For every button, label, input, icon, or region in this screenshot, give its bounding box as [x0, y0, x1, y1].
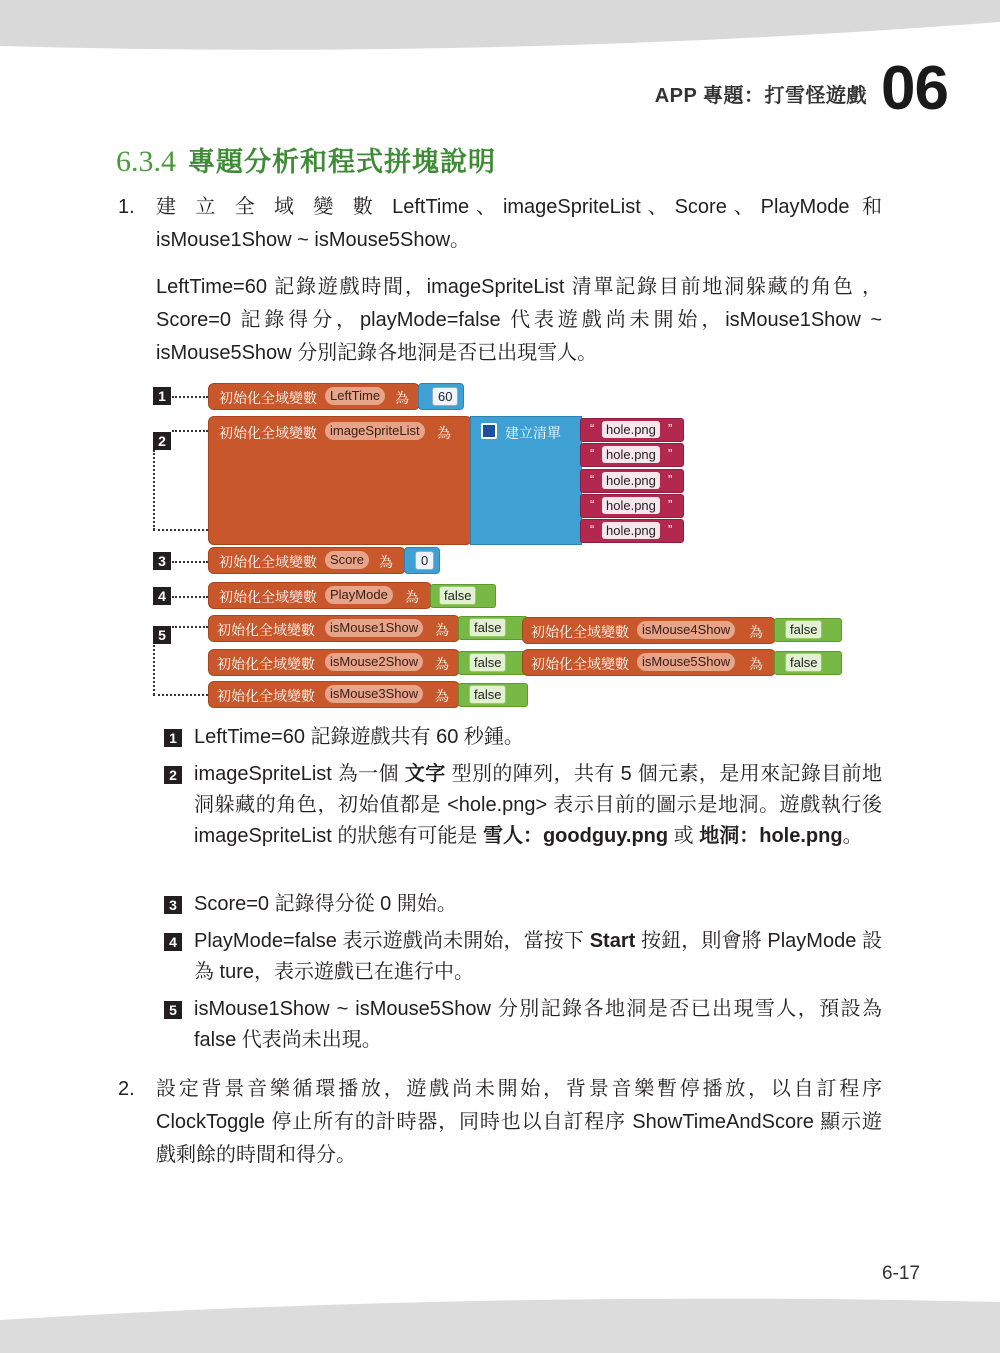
- value-ismouse1show[interactable]: false: [469, 618, 506, 637]
- string-value-2[interactable]: hole.png: [602, 446, 660, 463]
- note-number-2: 2: [164, 766, 182, 784]
- note-text-run: Score=0 記錄得分從 0 開始。: [194, 893, 457, 915]
- note-text-1: [194, 722, 882, 753]
- leader-line-5a: [172, 626, 208, 628]
- diagram-label-1: 1: [153, 387, 171, 405]
- header-title: APP 專題：打雪怪遊戲: [654, 85, 868, 107]
- init-label: 初始化全域變數: [219, 589, 317, 605]
- var-name-lefttime[interactable]: LeftTime: [325, 387, 385, 405]
- bottom-decorative-band: [0, 1290, 1000, 1353]
- quote-close: ”: [668, 472, 673, 487]
- as-label: 為: [435, 622, 449, 638]
- note-text-run: imageSpriteList 為一個: [194, 763, 405, 785]
- note-text-run: 或: [668, 825, 700, 847]
- note-number-4: 4: [164, 933, 182, 951]
- value-ismouse2show[interactable]: false: [469, 653, 506, 672]
- init-label: 初始化全域變數: [219, 390, 317, 406]
- boolean-block-ismouse3show[interactable]: [458, 683, 528, 707]
- leader-line-2c: [153, 529, 208, 531]
- boolean-block-playmode[interactable]: [430, 584, 496, 608]
- init-label: 初始化全域變數: [219, 554, 317, 570]
- var-name-score[interactable]: Score: [325, 551, 369, 569]
- note-text-5: [194, 994, 882, 1056]
- init-block-lefttime[interactable]: [208, 383, 420, 410]
- leader-line-5b: [153, 645, 155, 695]
- as-label: 為: [435, 656, 449, 672]
- var-name-ismouse1show[interactable]: isMouse1Show: [325, 619, 423, 637]
- diagram-label-5: 5: [153, 626, 171, 644]
- quote-open: “: [590, 497, 595, 512]
- number-block-score[interactable]: [404, 547, 440, 574]
- string-value-1[interactable]: hole.png: [602, 421, 660, 438]
- quote-open: “: [590, 421, 595, 436]
- note-bold-text: 雪人：goodguy.png: [482, 825, 669, 847]
- init-block-ismouse5show[interactable]: [522, 649, 776, 676]
- leader-line-3: [172, 561, 208, 563]
- init-label: 初始化全域變數: [219, 425, 317, 441]
- note-bold-text: 文字: [404, 763, 446, 785]
- step-1-description: LeftTime=60 記錄遊戲時間，imageSpriteList 清單記錄目前地洞躲藏的角色 ，Score=0 記錄得分，playMode=false 代表遊戲尚未開始，isMouse1Show ~ isMouse5Show 分別記錄各地洞是否已出現雪人。: [156, 276, 882, 364]
- diagram-label-2: 2: [153, 432, 171, 450]
- quote-open: “: [590, 446, 595, 461]
- quote-close: ”: [668, 421, 673, 436]
- note-bold-text: 地洞：hole.png: [699, 825, 843, 847]
- string-value-3[interactable]: hole.png: [602, 472, 660, 489]
- init-block-playmode[interactable]: [208, 582, 432, 609]
- string-value-4[interactable]: hole.png: [602, 497, 660, 514]
- value-ismouse4show[interactable]: false: [785, 620, 822, 639]
- step-1-text: 建 立 全 域 變 數 LeftTime、imageSpriteList、Score、PlayMode 和 isMouse1Show ~ isMouse5Show。: [156, 196, 882, 251]
- as-label: 為: [405, 589, 419, 605]
- section-heading: [116, 140, 496, 179]
- string-block-3[interactable]: [580, 469, 684, 493]
- note-item-4: [164, 926, 882, 988]
- note-item-5: [164, 994, 882, 1056]
- value-playmode[interactable]: false: [439, 586, 476, 605]
- quote-open: “: [590, 522, 595, 537]
- leader-line-2a: [172, 430, 208, 432]
- leader-line-1: [172, 396, 208, 398]
- step-1-number: 1.: [118, 196, 135, 218]
- note-text-4: [194, 926, 882, 988]
- var-name-playmode[interactable]: PlayMode: [325, 586, 393, 604]
- step-2-text: 設定背景音樂循環播放，遊戲尚未開始，背景音樂暫停播放，以自訂程序 ClockToggle 停止所有的計時器，同時也以自訂程序 ShowTimeAndScore 顯示遊戲剩餘的時間和得分。: [156, 1078, 882, 1166]
- boolean-block-ismouse2show[interactable]: [458, 651, 528, 675]
- init-label: 初始化全域變數: [531, 656, 629, 672]
- var-name-imagespritelist[interactable]: imageSpriteList: [325, 422, 425, 440]
- value-ismouse5show[interactable]: false: [785, 653, 822, 672]
- string-block-4[interactable]: [580, 494, 684, 518]
- create-list-block[interactable]: [470, 416, 582, 545]
- string-block-1[interactable]: [580, 418, 684, 442]
- init-block-ismouse3show[interactable]: [208, 681, 460, 708]
- page-number: 6-17: [881, 1263, 920, 1284]
- value-lefttime[interactable]: 60: [432, 387, 458, 406]
- init-label: 初始化全域變數: [217, 656, 315, 672]
- init-block-imagespritelist[interactable]: [208, 416, 472, 545]
- quote-close: ”: [668, 497, 673, 512]
- step-2-number: 2.: [118, 1078, 135, 1100]
- string-block-5[interactable]: [580, 519, 684, 543]
- as-label: 為: [437, 425, 451, 441]
- diagram-label-4: 4: [153, 587, 171, 605]
- value-ismouse3show[interactable]: false: [469, 685, 506, 704]
- section-title: 專題分析和程式拼塊說明: [188, 147, 496, 177]
- chapter-number: 06: [881, 54, 948, 123]
- section-number: 6.3.4: [116, 145, 176, 178]
- as-label: 為: [749, 624, 763, 640]
- init-block-ismouse4show[interactable]: [522, 617, 776, 644]
- init-block-score[interactable]: [208, 547, 406, 574]
- create-list-label: 建立清單: [505, 425, 561, 441]
- boolean-block-ismouse1show[interactable]: [458, 616, 528, 640]
- value-score[interactable]: 0: [415, 551, 434, 570]
- init-block-ismouse2show[interactable]: [208, 649, 460, 676]
- as-label: 為: [379, 554, 393, 570]
- leader-line-4: [172, 596, 208, 598]
- note-text-run: 。: [842, 825, 863, 847]
- number-block-lefttime[interactable]: [418, 383, 464, 410]
- quote-close: ”: [668, 446, 673, 461]
- note-number-1: 1: [164, 729, 182, 747]
- diagram-label-3: 3: [153, 552, 171, 570]
- note-number-3: 3: [164, 896, 182, 914]
- var-name-ismouse2show[interactable]: isMouse2Show: [325, 653, 423, 671]
- var-name-ismouse4show[interactable]: isMouse4Show: [637, 621, 735, 639]
- note-text-run: 按鈕，則會將 PlayMode 設為 ture，表示遊戲已在進行中。: [194, 930, 882, 983]
- leader-line-2b: [153, 450, 155, 530]
- note-text-run: PlayMode=false 表示遊戲尚未開始，當按下: [194, 930, 590, 952]
- note-item-3: [164, 889, 882, 920]
- boolean-block-ismouse4show[interactable]: [774, 618, 842, 642]
- note-number-5: 5: [164, 1001, 182, 1019]
- note-bold-text: Start: [589, 930, 636, 952]
- init-label: 初始化全域變數: [531, 624, 629, 640]
- note-text-run: isMouse1Show ~ isMouse5Show 分別記錄各地洞是否已出現雪人，預設為 false 代表尚未出現。: [194, 998, 882, 1051]
- var-name-ismouse3show[interactable]: isMouse3Show: [325, 685, 423, 703]
- note-item-2: [164, 759, 882, 852]
- quote-open: “: [590, 472, 595, 487]
- note-text-run: LeftTime=60 記錄遊戲共有 60 秒鍾。: [194, 726, 524, 748]
- note-text-run: 型別的陣列，共有 5 個元素，是用來記錄目前地洞躲藏的角色，初始值都是 <hole.png> 表示目前的圖示是地洞。遊戲執行後 imageSpriteList 的狀態有可能是: [194, 763, 883, 847]
- note-text-2: [194, 759, 882, 852]
- leader-line-5c: [153, 694, 208, 696]
- as-label: 為: [749, 656, 763, 672]
- list-icon: [481, 423, 497, 439]
- init-label: 初始化全域變數: [217, 622, 315, 638]
- as-label: 為: [435, 688, 449, 704]
- top-decorative-band: [0, 0, 1000, 60]
- init-label: 初始化全域變數: [217, 688, 315, 704]
- init-block-ismouse1show[interactable]: [208, 615, 460, 642]
- note-item-1: [164, 722, 882, 753]
- var-name-ismouse5show[interactable]: isMouse5Show: [637, 653, 735, 671]
- string-block-2[interactable]: [580, 443, 684, 467]
- running-header: [654, 54, 948, 123]
- note-text-3: [194, 889, 882, 920]
- as-label: 為: [395, 390, 409, 406]
- string-value-5[interactable]: hole.png: [602, 522, 660, 539]
- boolean-block-ismouse5show[interactable]: [774, 651, 842, 675]
- quote-close: ”: [668, 522, 673, 537]
